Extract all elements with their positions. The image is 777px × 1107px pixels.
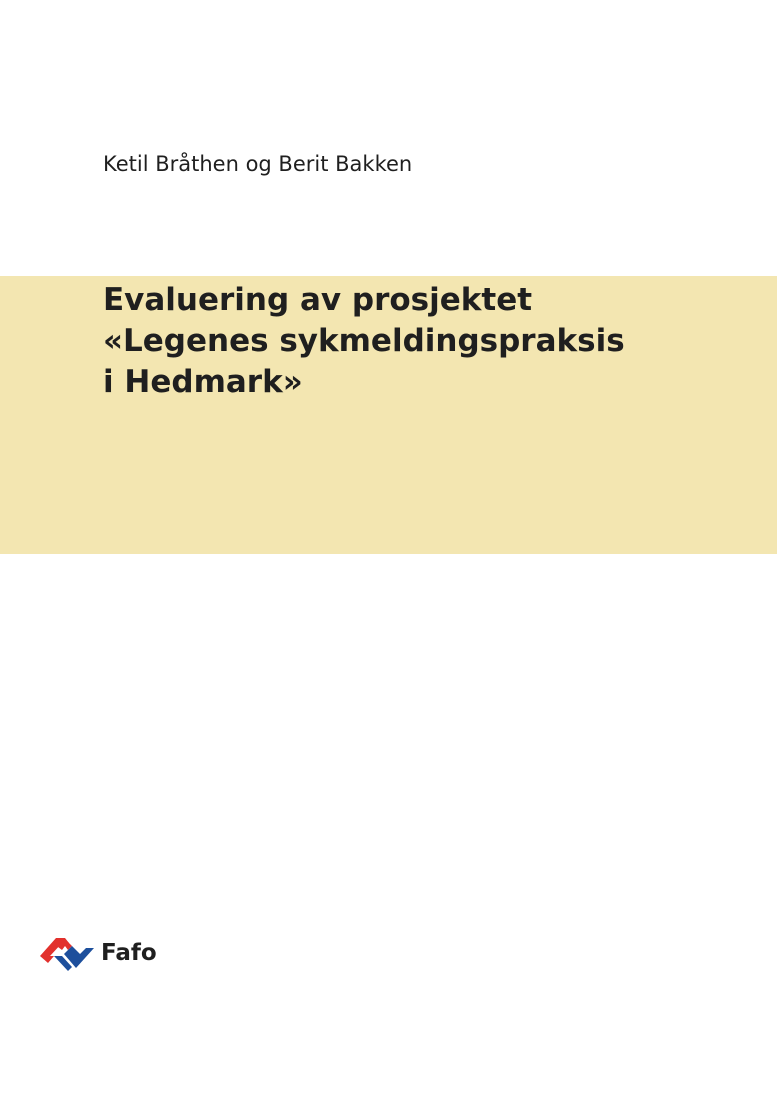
fafo-logo-icon <box>40 934 94 972</box>
authors: Ketil Bråthen og Berit Bakken <box>103 152 413 176</box>
publisher-logo <box>40 933 157 973</box>
title-line-2: «Legenes sykmeldingspraksis <box>103 323 625 359</box>
publisher-name: Fafo <box>101 940 157 966</box>
title-line-3: i Hedmark» <box>103 364 303 400</box>
title-line-1: Evaluering av prosjektet <box>103 282 533 318</box>
document-title <box>103 280 753 403</box>
